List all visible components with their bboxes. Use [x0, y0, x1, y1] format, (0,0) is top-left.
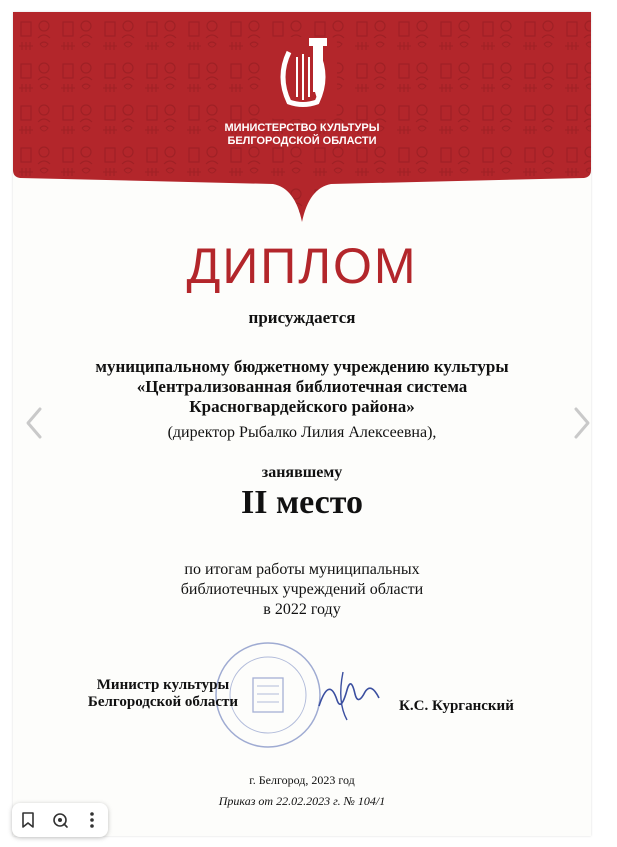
ministry-logo-text [13, 122, 591, 148]
minister-title [78, 677, 248, 711]
signer-name: К.С. Курганский [399, 698, 514, 714]
image-toolbar [12, 803, 108, 837]
recipient-line: «Централизованная библиотечная система [136, 377, 468, 396]
prev-image-button[interactable] [22, 405, 48, 441]
header-banner [13, 12, 591, 222]
recipient-line: муниципальному бюджетному учреждению культуры [95, 357, 509, 376]
order-text: Приказ от 22.02.2023 г. № 104/1 [218, 794, 386, 808]
results-line: библиотечных учреждений области [180, 581, 424, 598]
diploma-page [13, 12, 591, 836]
next-image-button[interactable] [568, 405, 594, 441]
results-block [13, 560, 591, 620]
bookmark-icon [20, 811, 36, 829]
city-year: г. Белгород, 2023 год [249, 773, 355, 787]
chevron-right-icon [568, 405, 594, 441]
lens-search-button[interactable] [47, 807, 73, 833]
results-line: по итогам работы муниципальных [184, 561, 420, 578]
ministry-logo-line2: БЕЛГОРОДСКОЙ ОБЛАСТИ [227, 135, 377, 147]
place-text: II место [241, 484, 363, 521]
signature [313, 664, 393, 724]
more-options-button[interactable] [79, 807, 105, 833]
results-line: в 2022 году [263, 601, 341, 618]
minister-line: Министр культуры [96, 677, 230, 693]
diploma-title: ДИПЛОМ [186, 238, 418, 294]
recipient-line: Красногвардейского района» [189, 397, 415, 416]
recipient-block [13, 357, 591, 417]
took-text: занявшему [261, 464, 343, 481]
awarded-text: присуждается [248, 308, 356, 327]
ministry-logo-emblem [269, 37, 337, 119]
chevron-left-icon [22, 405, 48, 441]
lens-search-icon [51, 811, 69, 829]
more-vertical-icon [89, 811, 95, 829]
bookmark-button[interactable] [15, 807, 41, 833]
director-text: (директор Рыбалко Лилия Алексеевна), [167, 424, 437, 441]
ministry-logo-line1: МИНИСТЕРСТВО КУЛЬТУРЫ [224, 122, 380, 134]
minister-line: Белгородской области [87, 694, 239, 710]
